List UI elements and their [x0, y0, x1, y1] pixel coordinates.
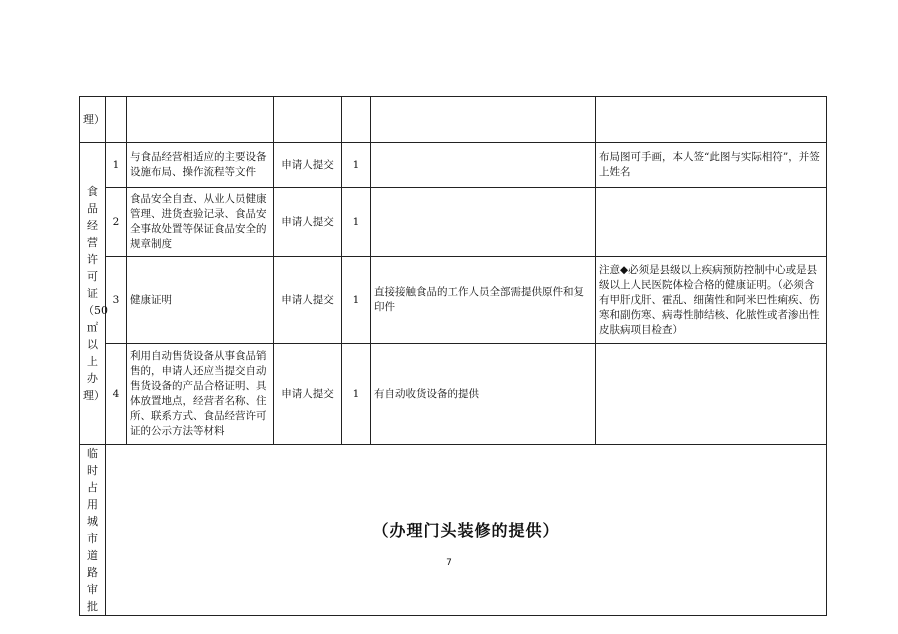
material-name: 与食品经营相适应的主要设备设施布局、操作流程等文件	[127, 143, 274, 188]
category-cell-food-license: 食品经营许可证（50㎡以上办理）	[80, 143, 106, 445]
submitter: 申请人提交	[274, 188, 342, 257]
submitter: 申请人提交	[274, 344, 342, 445]
submitter: 申请人提交	[274, 143, 342, 188]
material-name: 利用自动售货设备从事食品销售的，申请人还应当提交自动售货设备的产品合格证明、具体放置地点，经营者名称、住所、联系方式、食品经营许可证的公示方法等材料	[127, 344, 274, 445]
requirement: 有自动收货设备的提供	[371, 344, 596, 445]
row-number: 1	[106, 143, 127, 188]
material-name: 健康证明	[127, 257, 274, 344]
row-number: 3	[106, 257, 127, 344]
page-number: 7	[446, 558, 452, 568]
material-name: 食品安全自查、从业人员健康管理、进货查验记录、食品安全事故处置等保证食品安全的规章制度	[127, 188, 274, 257]
category-cell-top: 理）	[80, 97, 106, 143]
quantity: 1	[342, 143, 371, 188]
row-number: 4	[106, 344, 127, 445]
note	[596, 344, 827, 445]
row-number: 2	[106, 188, 127, 257]
quantity: 1	[342, 344, 371, 445]
submitter: 申请人提交	[274, 257, 342, 344]
quantity: 1	[342, 257, 371, 344]
requirement: 直接接触食品的工作人员全部需提供原件和复印件	[371, 257, 596, 344]
quantity: 1	[342, 188, 371, 257]
table-row-top	[80, 97, 827, 143]
road-occupancy-content: （办理门头装修的提供）	[106, 445, 827, 616]
category-cell-road-occupancy: 临时占用城市道路审批	[80, 445, 106, 616]
requirement	[371, 143, 596, 188]
table-row	[80, 188, 827, 257]
note	[596, 188, 827, 257]
materials-table	[79, 96, 827, 616]
note: 布局图可手画，本人签“此图与实际相符”，并签上姓名	[596, 143, 827, 188]
table-row	[80, 344, 827, 445]
table-row	[80, 143, 827, 188]
table-row	[80, 257, 827, 344]
requirement	[371, 188, 596, 257]
note: 注意◆必须是县级以上疾病预防控制中心或是县级以上人民医院体检合格的健康证明。（必须含有甲肝戊肝、霍乱、细菌性和阿米巴性痢疾、伤寒和副伤寒、病毒性肺结核、化脓性或者渗出性皮肤病项目检查）	[596, 257, 827, 344]
table-row-road	[80, 445, 827, 616]
